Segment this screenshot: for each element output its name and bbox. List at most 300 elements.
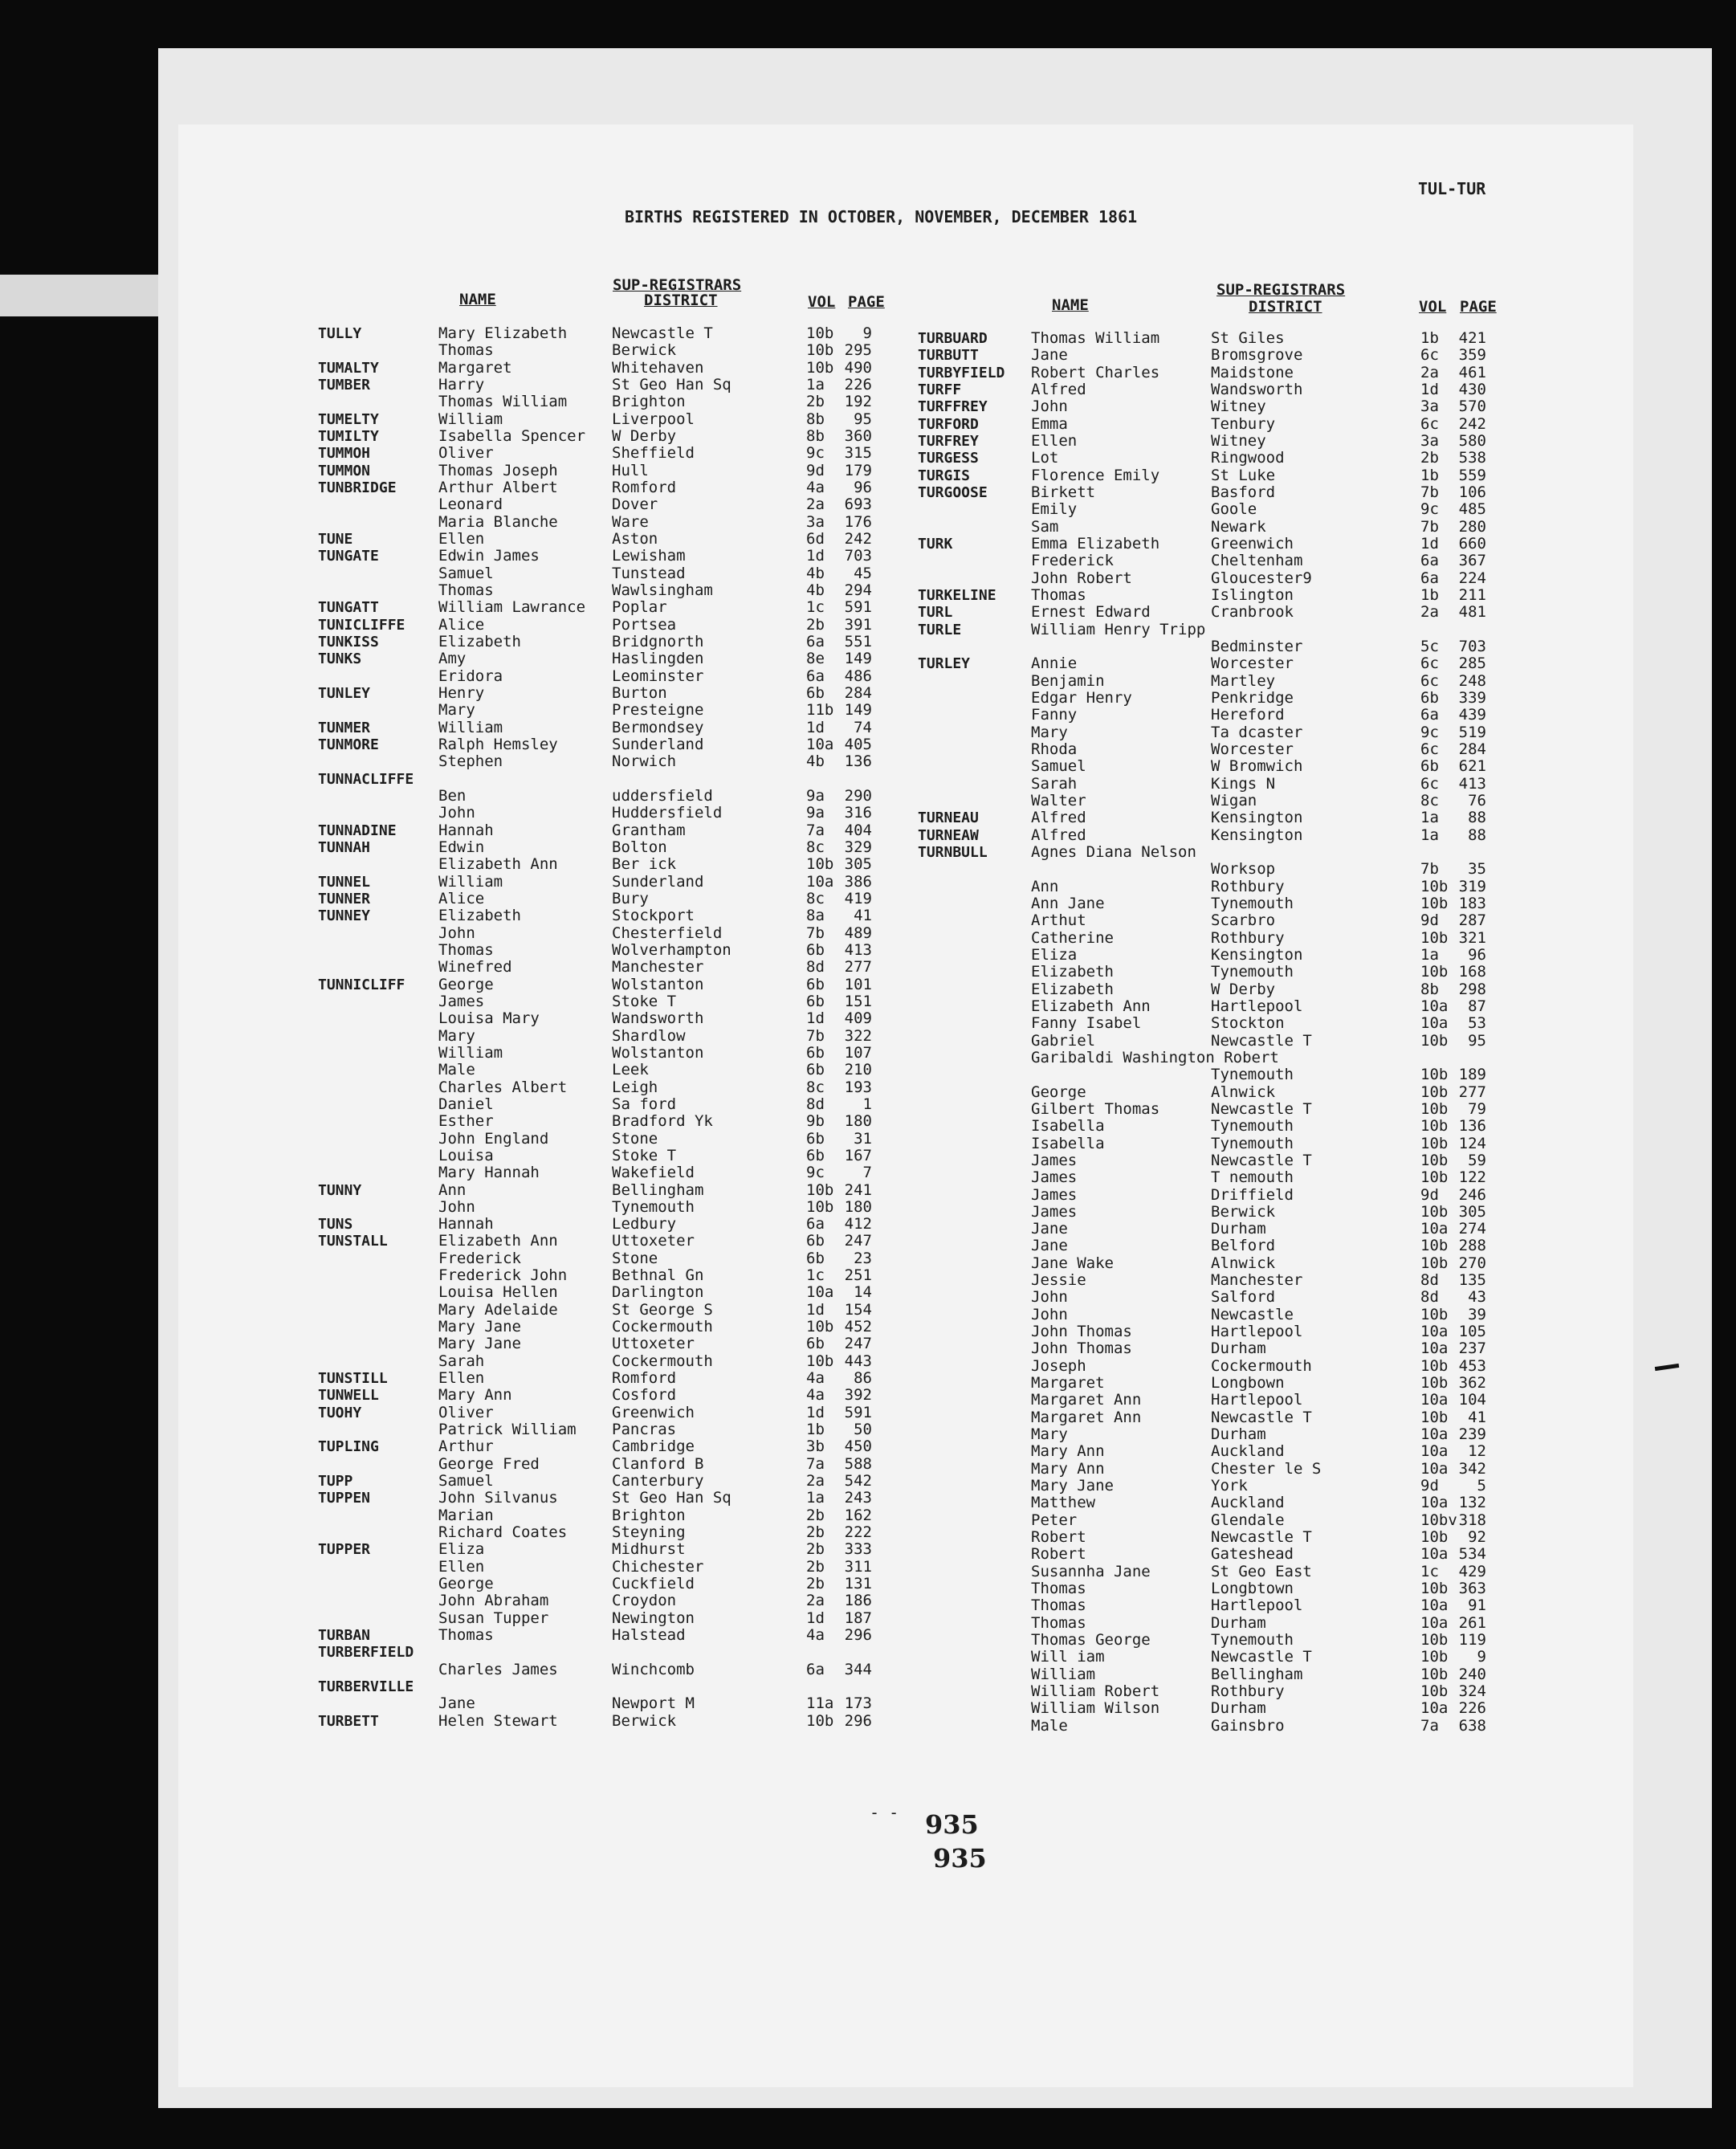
page-ref: 131	[844, 1575, 872, 1593]
volume: 1b	[1420, 329, 1439, 347]
page-ref: 316	[844, 804, 872, 822]
register-entry	[318, 668, 880, 685]
volume: 8a	[806, 907, 825, 925]
given-name: Mary	[1031, 1425, 1068, 1444]
surname: TUNNEY	[318, 907, 371, 925]
register-entry	[918, 758, 1512, 775]
page-ref: 490	[844, 358, 872, 377]
given-name: Fanny	[1031, 706, 1078, 724]
page-ref: 242	[1458, 414, 1486, 433]
volume: 7a	[806, 1454, 825, 1473]
district: Auckland	[1211, 1442, 1285, 1461]
page-ref: 296	[844, 1711, 872, 1730]
given-name: Louisa Hellen	[438, 1283, 558, 1302]
register-entry	[918, 536, 1512, 553]
district: Manchester	[1211, 1271, 1303, 1290]
left-page-header: PAGE	[848, 293, 885, 311]
surname: TURNEAW	[918, 826, 979, 844]
register-entry	[918, 690, 1512, 707]
page-ref: 74	[854, 718, 872, 736]
district: Manchester	[612, 958, 704, 977]
register-entry	[318, 1438, 880, 1455]
district: Ledbury	[612, 1215, 677, 1234]
given-name: John England	[438, 1129, 549, 1148]
register-entry	[918, 1495, 1512, 1511]
register-entry	[318, 1216, 880, 1233]
district: Winchcomb	[612, 1660, 695, 1678]
given-name: Charles James	[438, 1660, 558, 1678]
given-name: Mary Elizabeth	[438, 324, 568, 342]
volume: 10bv	[1420, 1511, 1457, 1529]
surname: TUNWELL	[318, 1387, 379, 1405]
given-name: Isabella	[1031, 1134, 1105, 1152]
given-name: John Robert	[1031, 569, 1132, 587]
volume: 10b	[1420, 1066, 1449, 1084]
given-name: Hannah	[438, 821, 494, 839]
volume: 2b	[806, 1523, 825, 1542]
register-entry	[318, 514, 880, 531]
given-name: Alice	[438, 889, 485, 907]
district: Hartlepool	[1211, 1596, 1303, 1615]
given-name: Susannha Jane	[1031, 1562, 1151, 1580]
volume: 1a	[806, 375, 825, 394]
register-entry	[318, 839, 880, 856]
volume: 10a	[1420, 1014, 1449, 1033]
register-entry	[918, 450, 1512, 467]
district: Wandsworth	[1211, 380, 1303, 398]
district: Islington	[1211, 585, 1294, 604]
page-ref: 180	[844, 1197, 872, 1216]
volume: 10b	[1420, 1305, 1449, 1323]
given-name: Sarah	[1031, 774, 1078, 793]
register-entry	[918, 1478, 1512, 1495]
district: Wigan	[1211, 791, 1257, 809]
page-ref: 344	[844, 1660, 872, 1678]
volume: 10b	[1420, 1648, 1449, 1666]
volume: 11b	[806, 701, 834, 720]
page-ref: 187	[844, 1609, 872, 1627]
district: Kensington	[1211, 945, 1303, 964]
district: Gloucester9	[1211, 569, 1312, 587]
register-entry	[318, 1627, 880, 1644]
page-ref: 39	[1468, 1305, 1486, 1323]
given-name: Hannah	[438, 1215, 494, 1234]
district: Croydon	[612, 1592, 677, 1610]
surname: TUPLING	[318, 1438, 379, 1456]
given-name: Alfred	[1031, 380, 1086, 398]
volume: 10b	[806, 358, 834, 377]
district: Poplar	[612, 598, 667, 617]
given-name: Patrick William	[438, 1421, 577, 1439]
volume: 10b	[1420, 1237, 1449, 1255]
district: Stockport	[612, 907, 695, 925]
volume: 8b	[1420, 980, 1439, 998]
page-ref: 591	[844, 1403, 872, 1421]
register-entry	[318, 788, 880, 805]
district: Bethnal Gn	[612, 1266, 704, 1285]
page-ref: 23	[854, 1249, 872, 1267]
district: Tunstead	[612, 564, 686, 582]
register-entry	[918, 398, 1512, 415]
page-ref: 5	[1477, 1477, 1486, 1495]
register-entry	[318, 411, 880, 428]
district: Witney	[1211, 398, 1266, 416]
given-name: Stephen	[438, 752, 503, 771]
register-entry	[318, 993, 880, 1010]
page-number: 935	[933, 1843, 987, 1874]
register-entry	[918, 673, 1512, 690]
volume: 10a	[1420, 1494, 1449, 1512]
district: Bellingham	[612, 1181, 704, 1199]
surname: TUNNEL	[318, 873, 371, 891]
page-ref: 290	[844, 786, 872, 805]
left-district-header-line1: SUP-REGISTRARS	[613, 276, 742, 294]
register-entry	[918, 1546, 1512, 1563]
register-entry	[318, 342, 880, 359]
given-name: Edwin	[438, 838, 485, 856]
register-entry	[318, 1592, 880, 1609]
surname: TUMILTY	[318, 427, 379, 445]
given-name: Winefred	[438, 958, 512, 977]
register-entry	[918, 1340, 1512, 1357]
surname: TURBETT	[318, 1712, 379, 1730]
register-entry	[918, 1615, 1512, 1632]
page-ref: 538	[1458, 449, 1486, 467]
page-ref: 14	[854, 1283, 872, 1302]
page-ref: 96	[1468, 945, 1486, 964]
volume: 6b	[806, 975, 825, 993]
volume: 6b	[806, 1249, 825, 1267]
district: Berwick	[612, 341, 677, 360]
register-entry	[918, 1597, 1512, 1614]
given-name: James	[1031, 1168, 1078, 1187]
district: Newcastle T	[1211, 1151, 1312, 1169]
register-entry	[918, 1307, 1512, 1323]
volume: 10b	[1420, 1254, 1449, 1272]
given-name: John Abraham	[438, 1592, 549, 1610]
volume: 10b	[1420, 1099, 1449, 1118]
given-name: Thomas	[1031, 585, 1086, 604]
volume: 10a	[1420, 1596, 1449, 1615]
volume: 10b	[1420, 1134, 1449, 1152]
page-ref: 7	[862, 1164, 872, 1182]
page-ref: 53	[1468, 1014, 1486, 1033]
volume: 9c	[1420, 723, 1439, 741]
register-entry	[918, 433, 1512, 450]
register-entry	[918, 912, 1512, 929]
page-ref: 241	[844, 1181, 872, 1199]
register-entry	[918, 553, 1512, 569]
volume: 1d	[806, 1609, 825, 1627]
given-name: Eridora	[438, 667, 503, 685]
district: Sa ford	[612, 1095, 677, 1113]
register-entry	[318, 1507, 880, 1524]
volume: 1d	[806, 1300, 825, 1319]
surname: TUNKISS	[318, 633, 379, 650]
register-entry	[918, 330, 1512, 347]
given-name: Henry	[438, 683, 485, 702]
surname: TUNGATE	[318, 548, 379, 565]
given-name: Ben	[438, 786, 467, 805]
volume: 10b	[1420, 1168, 1449, 1187]
given-name: Harry	[438, 375, 485, 394]
given-name: William Wilson	[1031, 1699, 1160, 1718]
given-name: Peter	[1031, 1511, 1078, 1529]
register-entry	[318, 1096, 880, 1113]
register-entry	[318, 634, 880, 650]
surname: TURLE	[918, 621, 962, 638]
page-ref: 591	[844, 598, 872, 617]
district: Hull	[612, 461, 649, 479]
left-vol-header: VOL	[808, 293, 836, 311]
page-ref: 392	[844, 1386, 872, 1405]
given-name: Mary Ann	[438, 1386, 512, 1405]
surname: TUNKS	[318, 650, 362, 668]
page-ref: 226	[844, 375, 872, 394]
register-entry	[318, 1164, 880, 1181]
volume: 10a	[1420, 1442, 1449, 1461]
given-name: Gilbert Thomas	[1031, 1099, 1160, 1118]
volume: 10a	[1420, 1613, 1449, 1632]
page-ref: 247	[844, 1232, 872, 1250]
given-name: Mary Adelaide	[438, 1300, 558, 1319]
register-entry	[318, 1233, 880, 1250]
district: Durham	[1211, 1220, 1266, 1238]
surname: TUNNAH	[318, 838, 371, 856]
given-name: Annie	[1031, 654, 1078, 673]
given-name: Louisa	[438, 1146, 494, 1164]
district: W Bromwich	[1211, 757, 1303, 776]
register-entry	[318, 1456, 880, 1473]
district: Rothbury	[1211, 928, 1285, 947]
district: Wolstanton	[612, 975, 704, 993]
district: Pancras	[612, 1421, 677, 1439]
volume: 1c	[806, 1266, 825, 1285]
volume: 1b	[806, 1421, 825, 1439]
given-name: Robert	[1031, 1528, 1086, 1547]
register-entry	[918, 1084, 1512, 1101]
register-entry	[318, 394, 880, 410]
page-ref: 638	[1458, 1716, 1486, 1735]
page-ref: 183	[1458, 894, 1486, 912]
register-entry	[318, 1319, 880, 1335]
page-ref: 162	[844, 1506, 872, 1524]
page-ref: 453	[1458, 1356, 1486, 1375]
volume: 10b	[806, 324, 834, 342]
register-entry	[318, 1353, 880, 1370]
register-entry	[318, 1284, 880, 1301]
district: Tynemouth	[1211, 1631, 1294, 1649]
page-ref: 1	[862, 1095, 872, 1113]
register-entry	[918, 416, 1512, 433]
district: Aston	[612, 529, 658, 548]
page-ref: 119	[1458, 1631, 1486, 1649]
district: Leek	[612, 1061, 649, 1079]
page-ref: 12	[1468, 1442, 1486, 1461]
page-ref: 136	[844, 752, 872, 771]
district: Uttoxeter	[612, 1335, 695, 1353]
given-name: William	[438, 1043, 503, 1062]
given-name: Benjamin	[1031, 671, 1105, 690]
register-entry	[918, 587, 1512, 604]
volume: 3a	[1420, 431, 1439, 450]
volume: 10a	[806, 735, 834, 753]
district: Tynemouth	[1211, 1117, 1294, 1136]
volume: 6b	[806, 1335, 825, 1353]
given-name: Jessie	[1031, 1271, 1086, 1290]
given-name: Thomas	[1031, 1613, 1086, 1632]
district: Newcastle T	[1211, 1099, 1312, 1118]
right-vol-header: VOL	[1419, 298, 1447, 316]
surname: TUNS	[318, 1216, 353, 1234]
volume: 1b	[1420, 466, 1439, 484]
given-name: John Thomas	[1031, 1323, 1132, 1341]
given-name: Mary	[438, 701, 475, 720]
surname: TURGIS	[918, 467, 971, 484]
register-entry	[918, 638, 1512, 655]
page-ref: 79	[1468, 1099, 1486, 1118]
page-ref: 588	[844, 1454, 872, 1473]
given-name: Margaret Ann	[1031, 1408, 1142, 1426]
register-entry	[318, 720, 880, 736]
district: Bury	[612, 889, 649, 907]
given-name: Ernest Edward	[1031, 603, 1151, 622]
given-name: Frederick	[1031, 552, 1114, 570]
page-ref: 362	[1458, 1374, 1486, 1393]
surname: TURKELINE	[918, 586, 996, 604]
register-entry	[918, 1050, 1512, 1066]
volume: 8d	[1420, 1271, 1439, 1290]
district: Ringwood	[1211, 449, 1285, 467]
district: Brighton	[612, 393, 686, 411]
volume: 6b	[806, 683, 825, 702]
given-name: George	[438, 975, 494, 993]
volume: 9c	[806, 1164, 825, 1182]
page-ref: 703	[844, 547, 872, 565]
page-ref: 92	[1468, 1528, 1486, 1547]
volume: 9d	[1420, 1185, 1439, 1204]
page-ref: 149	[844, 701, 872, 720]
volume: 6b	[1420, 688, 1439, 707]
register-entry	[318, 479, 880, 496]
district: Witney	[1211, 431, 1266, 450]
register-entry	[318, 1131, 880, 1148]
surname: TUNNADINE	[318, 822, 397, 839]
given-name: Isabella Spencer	[438, 426, 586, 445]
district: Rothbury	[1211, 1682, 1285, 1701]
volume: 9a	[806, 786, 825, 805]
district: Cheltenham	[1211, 552, 1303, 570]
given-name: Lot	[1031, 449, 1059, 467]
page-ref: 412	[844, 1215, 872, 1234]
page-ref: 461	[1458, 363, 1486, 381]
surname: TURFF	[918, 381, 962, 398]
district: Longbown	[1211, 1374, 1285, 1393]
district: Wolverhampton	[612, 940, 731, 959]
district: Stone	[612, 1129, 658, 1148]
given-name: Robert	[1031, 1545, 1086, 1564]
volume: 8c	[806, 1078, 825, 1096]
given-name: Mary Hannah	[438, 1164, 540, 1182]
surname: TUNNICLIFF	[318, 976, 405, 993]
volume: 10b	[1420, 1117, 1449, 1136]
volume: 10b	[1420, 928, 1449, 947]
surname: TUNBRIDGE	[318, 479, 397, 496]
left-district-header-line2: DISTRICT	[644, 292, 718, 309]
page-ref: 386	[844, 872, 872, 891]
page-ref: 59	[1468, 1151, 1486, 1169]
given-name: Thomas	[1031, 1596, 1086, 1615]
given-name: Arthur	[438, 1437, 494, 1456]
district: Bromsgrove	[1211, 346, 1303, 365]
register-entry	[918, 964, 1512, 981]
register-entry	[918, 724, 1512, 741]
volume: 9d	[1420, 1477, 1439, 1495]
page-ref: 31	[854, 1129, 872, 1148]
register-entry	[918, 365, 1512, 381]
district: Driffield	[1211, 1185, 1294, 1204]
surname: TUNMER	[318, 719, 371, 736]
district: Basford	[1211, 483, 1276, 501]
register-entry	[918, 1136, 1512, 1152]
page-ref: 359	[1458, 346, 1486, 365]
register-entry	[318, 428, 880, 445]
page-ref: 305	[1458, 1202, 1486, 1221]
district: Sheffield	[612, 444, 695, 463]
surname: TURNEAU	[918, 809, 979, 827]
given-name: Thomas	[1031, 1580, 1086, 1598]
volume: 6b	[806, 1232, 825, 1250]
surname: TURBYFIELD	[918, 364, 1005, 381]
register-entry	[318, 1695, 880, 1712]
register-entry	[918, 844, 1512, 861]
volume: 1b	[1420, 585, 1439, 604]
volume: 10a	[1420, 1545, 1449, 1564]
page-ref: 224	[1458, 569, 1486, 587]
given-name: Ann	[438, 1181, 467, 1199]
volume: 8b	[806, 426, 825, 445]
given-name: Mary	[1031, 723, 1068, 741]
district: Ber ick	[612, 855, 677, 874]
district: Alnwick	[1211, 1083, 1276, 1101]
volume: 6c	[1420, 346, 1439, 365]
volume: 9c	[806, 444, 825, 463]
page-ref: 50	[854, 1421, 872, 1439]
register-entry	[318, 1370, 880, 1387]
given-name: Ann Jane	[1031, 894, 1105, 912]
volume: 10a	[806, 1283, 834, 1302]
given-name: Thomas	[438, 940, 494, 959]
district: Hartlepool	[1211, 1391, 1303, 1409]
given-name: Edwin James	[438, 547, 540, 565]
page-ref: 240	[1458, 1665, 1486, 1683]
surname: TURBUARD	[918, 330, 988, 347]
register-entry	[318, 1576, 880, 1592]
given-name: Elizabeth	[438, 907, 521, 925]
register-entry	[318, 822, 880, 839]
district: Newington	[612, 1609, 695, 1627]
given-name: Agnes Diana Nelson	[1031, 842, 1196, 861]
district: Cuckfield	[612, 1575, 695, 1593]
page-ref: 180	[844, 1112, 872, 1131]
surname: TUNSTILL	[318, 1370, 388, 1388]
right-name-header: NAME	[1052, 296, 1089, 314]
given-name: William Lawrance	[438, 598, 586, 617]
district: St George S	[612, 1300, 713, 1319]
page-ref: 324	[1458, 1682, 1486, 1701]
page-ref: 193	[844, 1078, 872, 1096]
district: St Geo East	[1211, 1562, 1312, 1580]
